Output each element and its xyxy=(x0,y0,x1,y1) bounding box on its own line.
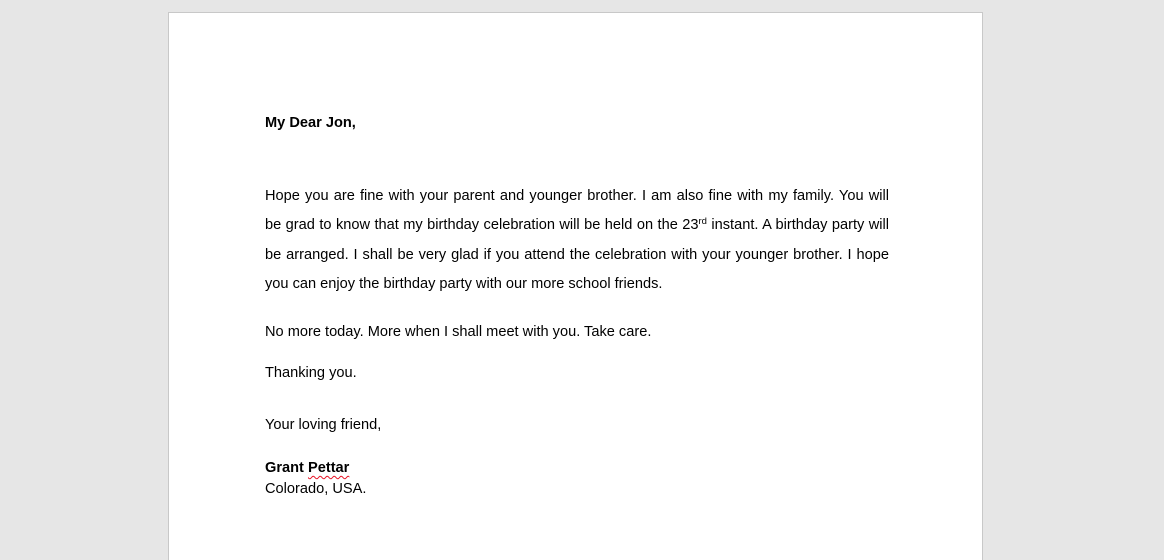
misspelled-word-pettar[interactable]: Pettar xyxy=(307,460,350,476)
ordinal-superscript: rd xyxy=(698,216,707,228)
letter-signature-name xyxy=(265,459,349,477)
document-page[interactable] xyxy=(168,12,983,560)
letter-more-line: No more today. More when I shall meet with you. Take care. xyxy=(265,324,652,340)
letter-body-paragraph xyxy=(265,182,889,299)
letter-closing: Your loving friend, xyxy=(265,417,382,433)
letter-location: Colorado, USA. xyxy=(265,481,367,497)
signature-first-name: Grant xyxy=(265,460,308,476)
letter-greeting: My Dear Jon, xyxy=(265,115,356,131)
letter-thanks-line: Thanking you. xyxy=(265,365,357,381)
body-text-part-2: instant. A birthday party will be arranged. I shall be very glad if you attend the celebration with your younger brother. I hope you can enjoy the birthday party with our more school friends. xyxy=(265,217,890,292)
body-text-part-1: Hope you are fine with your parent and younger brother. I am also fine with my family. You will be grad to know that my birthday celebration will be held on the 23 xyxy=(265,188,889,234)
